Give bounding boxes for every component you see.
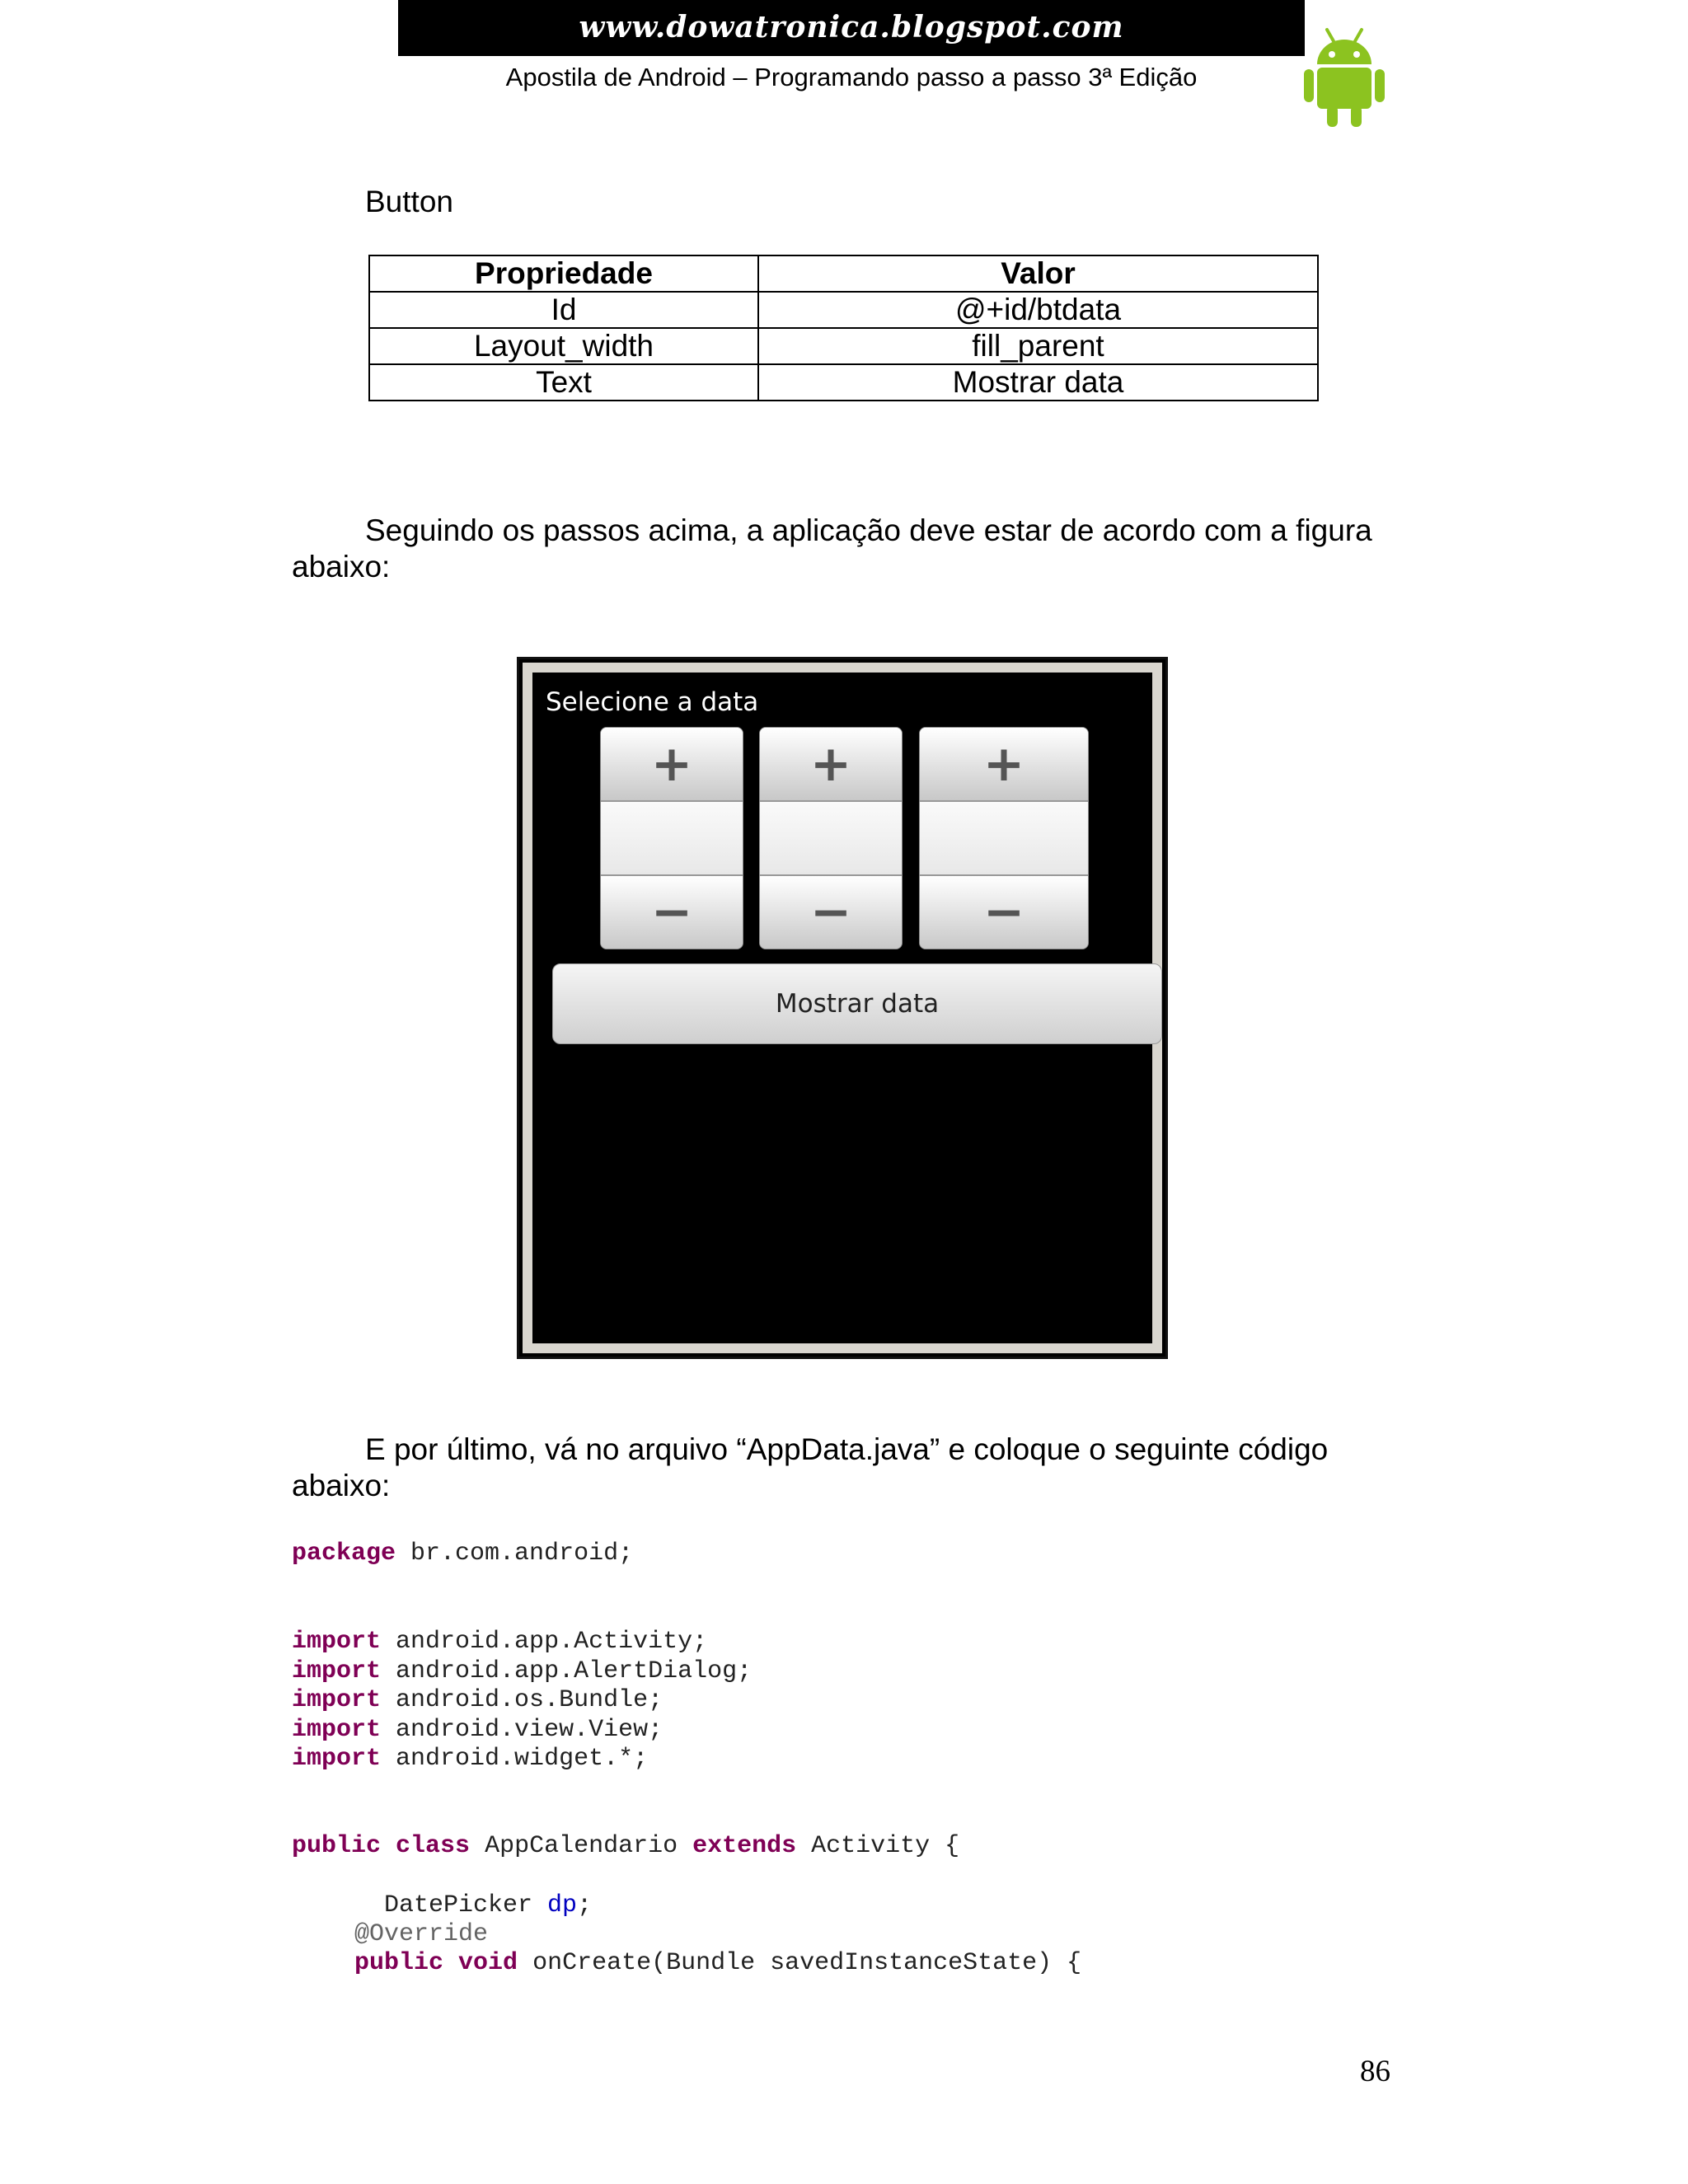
table-cell: @+id/btdata xyxy=(758,292,1318,328)
code-package-line xyxy=(292,1540,633,1569)
paragraph-intro-figure xyxy=(292,513,1395,585)
code-import-line xyxy=(292,1657,752,1687)
code-imports-block xyxy=(292,1628,752,1774)
section-label: Button xyxy=(365,185,453,218)
picker-value-field[interactable] xyxy=(601,802,743,874)
code-text: ; xyxy=(577,1891,593,1919)
table-row xyxy=(369,364,1318,401)
code-field-line xyxy=(384,1891,592,1921)
page-number: 86 xyxy=(1360,2055,1390,2088)
code-annotation-line xyxy=(354,1920,488,1950)
code-import-line xyxy=(292,1716,752,1746)
code-text: DatePicker xyxy=(384,1891,548,1919)
code-keyword: package xyxy=(292,1540,396,1568)
code-keyword: import xyxy=(292,1657,382,1685)
screenshot-frame xyxy=(523,663,1162,1353)
table-cell: Layout_width xyxy=(369,328,758,364)
code-text: android.os.Bundle; xyxy=(381,1686,663,1714)
table-row xyxy=(369,328,1318,364)
date-picker-column-year xyxy=(919,727,1089,949)
date-picker-column-month xyxy=(600,727,743,949)
table-header-cell: Propriedade xyxy=(369,255,758,292)
code-annotation: @Override xyxy=(354,1920,489,1948)
paragraph-line: abaixo: xyxy=(292,550,391,583)
increment-button[interactable]: + xyxy=(601,728,743,802)
paragraph-line: E por último, vá no arquivo “AppData.java” e coloque o seguinte código xyxy=(365,1432,1329,1466)
code-text: Activity { xyxy=(796,1832,960,1860)
table-cell: Mostrar data xyxy=(758,364,1318,401)
table-row xyxy=(369,292,1318,328)
code-keyword: class xyxy=(396,1832,471,1860)
properties-table xyxy=(368,255,1319,401)
paragraph-line: Seguindo os passos acima, a aplicação deve estar de acordo com a figura xyxy=(365,513,1372,547)
picker-value-field[interactable] xyxy=(760,802,902,874)
table-cell: Text xyxy=(369,364,758,401)
table-header-cell: Valor xyxy=(758,255,1318,292)
date-picker-column-day xyxy=(759,727,903,949)
paragraph-line: abaixo: xyxy=(292,1469,391,1502)
header-banner: www.dowatronica.blogspot.com xyxy=(398,0,1305,56)
header-subtitle: Apostila de Android – Programando passo a passo 3ª Edição xyxy=(505,63,1198,91)
table-cell: fill_parent xyxy=(758,328,1318,364)
code-text: br.com.android; xyxy=(396,1540,634,1568)
code-text: onCreate(Bundle savedInstanceState) { xyxy=(518,1949,1082,1977)
code-keyword: void xyxy=(458,1949,518,1977)
picker-value-field[interactable] xyxy=(920,802,1088,874)
table-header-row xyxy=(369,255,1318,292)
code-import-line xyxy=(292,1745,752,1774)
code-field-name: dp xyxy=(547,1891,578,1919)
decrement-button[interactable]: − xyxy=(601,874,743,949)
code-keyword: import xyxy=(292,1686,382,1714)
code-keyword: extends xyxy=(692,1832,797,1860)
increment-button[interactable]: + xyxy=(760,728,902,802)
decrement-button[interactable]: − xyxy=(760,874,902,949)
decrement-button[interactable]: − xyxy=(920,874,1088,949)
increment-button[interactable]: + xyxy=(920,728,1088,802)
code-text: android.app.AlertDialog; xyxy=(381,1657,753,1685)
code-import-line xyxy=(292,1628,752,1657)
table-cell: Id xyxy=(369,292,758,328)
code-keyword: import xyxy=(292,1628,382,1656)
screen-title: Selecione a data xyxy=(546,687,759,717)
code-text: AppCalendario xyxy=(470,1832,693,1860)
code-keyword: public xyxy=(292,1832,382,1860)
code-class-declaration xyxy=(292,1832,959,1862)
code-keyword: public xyxy=(354,1949,444,1977)
code-text: android.view.View; xyxy=(381,1715,663,1744)
code-method-line xyxy=(354,1949,1081,1979)
code-keyword: import xyxy=(292,1745,382,1773)
show-date-button[interactable]: Mostrar data xyxy=(552,963,1162,1044)
code-import-line xyxy=(292,1686,752,1716)
paragraph-intro-code xyxy=(292,1432,1395,1504)
app-screenshot-figure xyxy=(517,657,1168,1359)
android-robot-icon xyxy=(1299,25,1390,128)
code-keyword: import xyxy=(292,1715,382,1744)
code-text: android.widget.*; xyxy=(381,1745,649,1773)
code-text: android.app.Activity; xyxy=(381,1628,708,1656)
